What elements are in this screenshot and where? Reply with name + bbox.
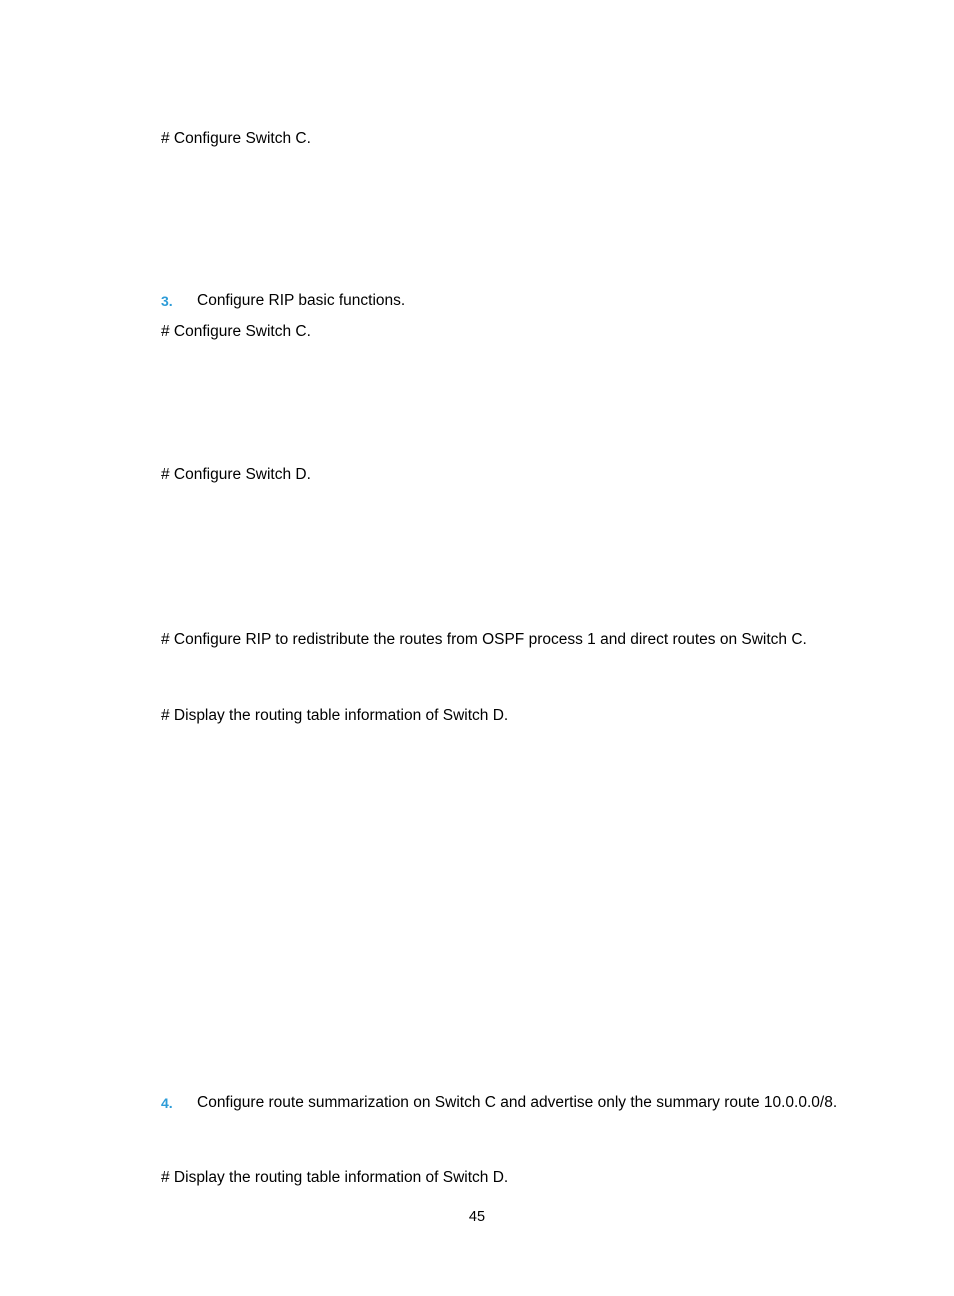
instruction-configure-switch-c-rip: # Configure Switch C.	[161, 323, 311, 340]
instruction-display-routing-table: # Display the routing table information of Switch D.	[161, 707, 509, 724]
step-number: 4.	[161, 1095, 173, 1111]
instruction-display-routing-table-summary: # Display the routing table information of Switch D.	[161, 1169, 509, 1186]
step-3	[161, 291, 861, 311]
step-title: Configure route summarization on Switch C and advertise only the summary route 10.0.0.0/8.	[197, 1094, 838, 1111]
page-number: 45	[468, 1209, 486, 1225]
step-title: Configure RIP basic functions.	[197, 292, 406, 309]
instruction-configure-switch-d: # Configure Switch D.	[161, 466, 311, 483]
step-number: 3.	[161, 293, 173, 309]
instruction-redistribute-routes: # Configure RIP to redistribute the routes from OSPF process 1 and direct routes on Switch C.	[161, 631, 807, 648]
step-4	[161, 1093, 881, 1113]
instruction-configure-switch-c: # Configure Switch C.	[161, 130, 311, 147]
